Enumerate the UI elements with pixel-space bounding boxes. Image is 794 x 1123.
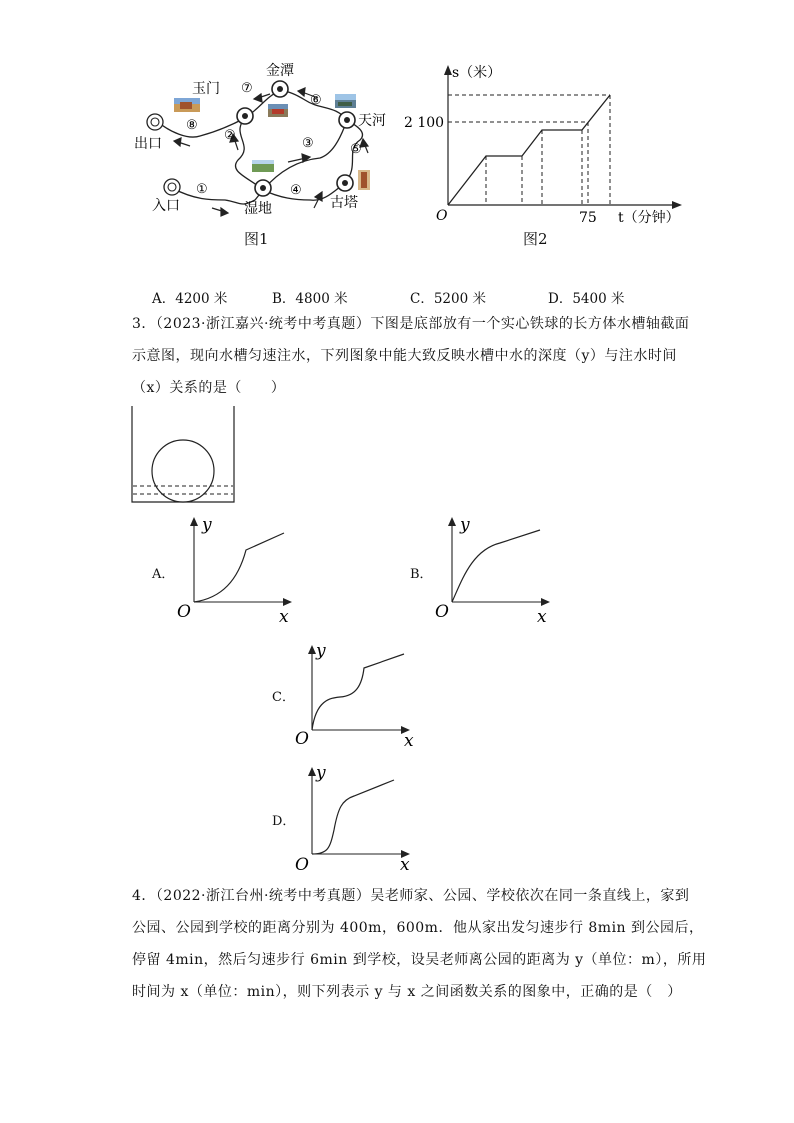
marker-jintan (272, 81, 288, 97)
label-tianhe: 天河 (358, 113, 386, 129)
q4-line-1: 4．（2022·浙江台州·统考中考真题）吴老师家、公园、学校依次在同一条直线上，家到 (132, 888, 690, 904)
marker-yumen (237, 108, 253, 124)
path-segment-2 (235, 118, 263, 190)
q2-option-b[interactable]: B．4800 米 (272, 291, 348, 307)
svg-text:x: x (404, 731, 414, 751)
route-map-figure (120, 50, 390, 255)
photo-shidi-image (252, 160, 274, 172)
label-jintan: 金潭 (266, 63, 294, 79)
q4-line-4: 时间为 x（单位：min），则下列表示 y 与 x 之间函数关系的图象中，正确的是（ ） (132, 984, 682, 1000)
segment-number-5: ⑤ (350, 142, 362, 157)
label-shidi: 湿地 (244, 201, 272, 217)
q3-option-a-graph[interactable] (172, 510, 302, 630)
svg-text:O: O (295, 729, 309, 749)
photo-jintan-image (268, 104, 288, 117)
q3-line-2: 示意图，现向水槽匀速注水，下列图象中能大致反映水槽中水的深度（y）与注水时间 (132, 348, 677, 364)
figure-1-caption: 图1 (244, 230, 269, 248)
segment-number-1: ① (196, 182, 208, 197)
segment-number-4: ④ (290, 183, 302, 198)
marker-tianhe (339, 112, 355, 128)
label-chukou: 出口 (134, 136, 162, 152)
photo-guta-image (358, 170, 370, 190)
photo-tianhe-image (335, 94, 356, 108)
label-yumen: 玉门 (192, 81, 220, 97)
water-tank-diagram (130, 404, 240, 504)
q2-option-a[interactable]: A．4200 米 (152, 291, 228, 307)
label-guta: 古塔 (330, 195, 358, 211)
q4-line-2: 公园、公园到学校的距离分别为 400m，600m．他从家出发匀速步行 8min 到公园后， (132, 920, 704, 936)
svg-text:x: x (537, 607, 547, 627)
svg-text:x: x (279, 607, 289, 627)
x-tick-75: 75 (579, 210, 597, 226)
q2-option-d[interactable]: D．5400 米 (548, 291, 625, 307)
svg-text:y: y (202, 515, 212, 535)
segment-number-2: ② (224, 128, 236, 143)
svg-text:O: O (435, 602, 449, 622)
segment-number-3: ③ (302, 136, 314, 151)
q3-line-1: 3．（2023·浙江嘉兴·统考中考真题）下图是底部放有一个实心铁球的长方体水槽轴截面 (132, 316, 690, 332)
q4-line-3: 停留 4min，然后匀速步行 6min 到学校，设吴老师离公园的距离为 y（单位：m），所用 (132, 952, 707, 968)
svg-text:y: y (316, 763, 326, 783)
origin-label: O (436, 208, 448, 224)
q3-option-d-graph[interactable] (292, 760, 422, 878)
marker-rukou (164, 179, 180, 195)
svg-text:y: y (460, 515, 470, 535)
figure-2-caption: 图2 (523, 230, 548, 248)
q3-option-c-label[interactable]: C． (272, 690, 295, 705)
y-axis-label: s（米） (452, 65, 502, 81)
photo-yumen-image (174, 98, 200, 112)
y-tick-2100: 2 100 (404, 115, 445, 131)
x-axis-label: t（分钟） (618, 210, 680, 226)
q3-option-c-graph[interactable] (292, 640, 422, 752)
q3-option-b-graph[interactable] (430, 510, 560, 630)
motion-path-line (448, 95, 610, 205)
svg-text:O: O (177, 602, 191, 622)
q3-line-3: （x）关系的是（ ） (132, 380, 286, 396)
label-rukou: 入口 (152, 198, 180, 214)
iron-ball (152, 440, 214, 502)
segment-number-7: ⑦ (241, 81, 253, 96)
distance-time-graph (400, 60, 700, 235)
marker-shidi (255, 180, 271, 196)
q2-option-c[interactable]: C．5200 米 (410, 291, 486, 307)
svg-text:y: y (316, 641, 326, 661)
q3-option-b-label[interactable]: B． (410, 567, 433, 582)
question-4-text (132, 880, 772, 1008)
svg-text:O: O (295, 855, 309, 875)
marker-chukou (147, 114, 163, 130)
segment-number-8: ⑧ (186, 118, 198, 133)
question-3-text (132, 308, 772, 404)
q3-option-d-label[interactable]: D． (272, 814, 296, 829)
q3-option-a-label[interactable]: A． (152, 567, 175, 582)
segment-number-6: ⑥ (310, 93, 322, 108)
marker-guta (337, 175, 353, 191)
svg-text:x: x (400, 855, 410, 875)
